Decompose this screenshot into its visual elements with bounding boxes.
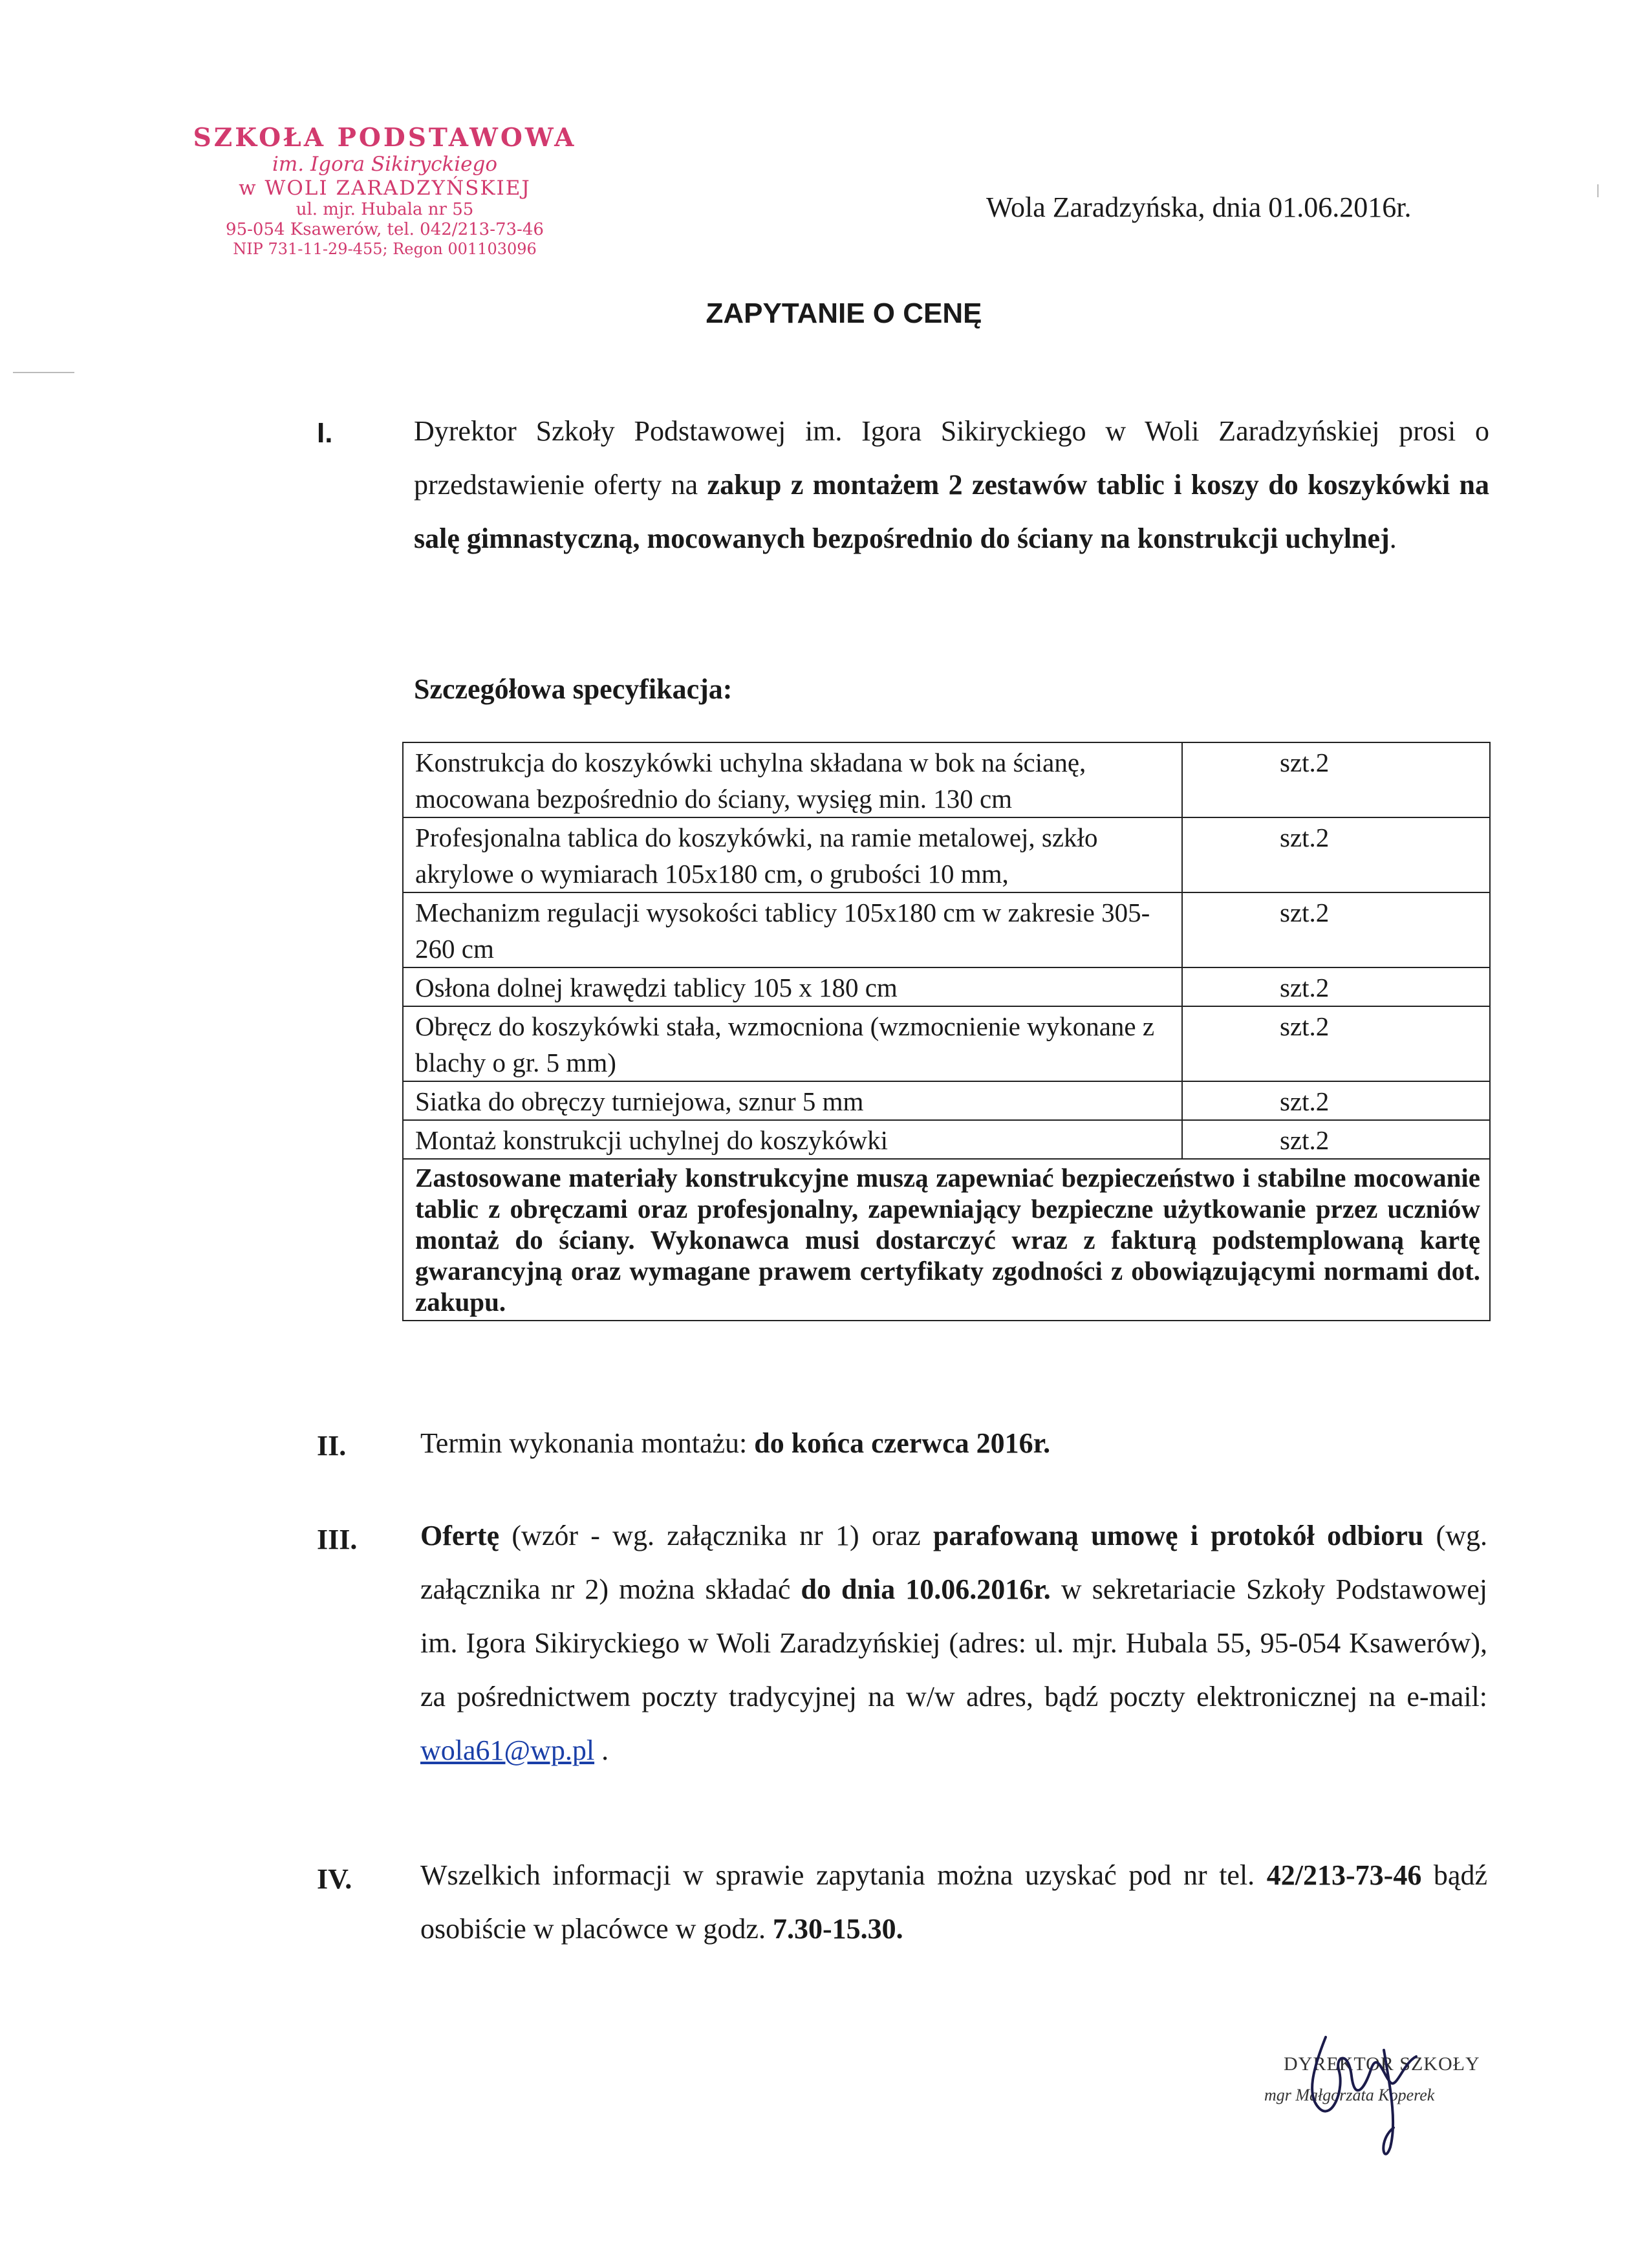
date-line: Wola Zaradzyńska, dnia 01.06.2016r. [986, 191, 1412, 223]
stamp-nip-regon: NIP 731-11-29-455; Regon 001103096 [233, 239, 537, 258]
spec-desc: Osłona dolnej krawędzi tablicy 105 x 180 cm [403, 967, 1182, 1006]
stamp-school-name: SZKOŁA PODSTAWOWA [193, 123, 577, 153]
spec-heading: Szczegółowa specyfikacja: [414, 673, 733, 705]
section-3-contract: parafowaną umowę i protokół odbioru [932, 1520, 1424, 1551]
scan-mark [1597, 184, 1599, 197]
spec-desc: Montaż konstrukcji uchylnej do koszykówki [403, 1120, 1182, 1159]
section-2-text [420, 1416, 1487, 1470]
table-row [403, 1006, 1490, 1081]
section-4-text-b: bądź osobiście w placówce w godz. [420, 1859, 1487, 1945]
spec-qty: szt.2 [1182, 1006, 1490, 1081]
section-1-intro: Dyrektor Szkoły Podstawowej im. Igora Sikiryckiego w Woli Zaradzyńskiej prosi o przedstawienie oferty na [414, 415, 1489, 501]
spec-qty: szt.2 [1182, 1120, 1490, 1159]
handwritten-signature [1287, 2011, 1455, 2173]
scan-mark [13, 372, 74, 373]
table-row [403, 892, 1490, 967]
spec-desc: Obręcz do koszykówki stała, wzmocniona (wzmocnienie wykonane z blachy o gr. 5 mm) [403, 1006, 1182, 1081]
table-row [403, 742, 1490, 817]
spec-desc: Mechanizm regulacji wysokości tablicy 105x180 cm w zakresie 305-260 cm [403, 892, 1182, 967]
spec-desc: Siatka do obręczy turniejowa, sznur 5 mm [403, 1081, 1182, 1120]
section-4-text [420, 1848, 1487, 1956]
stamp-postal-phone: 95-054 Ksawerów, tel. 042/213-73-46 [226, 219, 544, 239]
spec-qty: szt.2 [1182, 967, 1490, 1006]
section-2-label: Termin wykonania montażu: [420, 1427, 755, 1459]
section-number-4: IV. [317, 1863, 352, 1895]
phone-number: 42/213-73-46 [1266, 1859, 1422, 1891]
table-row [403, 817, 1490, 892]
section-number-2: II. [317, 1430, 347, 1462]
spec-qty: szt.2 [1182, 817, 1490, 892]
section-1-subject: zakup z montażem 2 zestawów tablic i koszy do koszykówki na salę gimnastyczną, mocowanych bezpośrednio do ściany na konstrukcji uchylnej [414, 469, 1490, 554]
spec-table [402, 742, 1491, 1321]
table-row [403, 1120, 1490, 1159]
section-1-end: . [1389, 523, 1397, 554]
section-3-text-a: (wzór - wg. załącznika nr 1) oraz [499, 1520, 933, 1551]
signature-name: mgr Małgorzata Koperek [1264, 2086, 1435, 2104]
section-number-1: I. [317, 417, 333, 449]
office-hours: 7.30-15.30. [772, 1913, 903, 1945]
section-3-text-b: (wg. załącznika nr 2) można składać [420, 1520, 1487, 1605]
spec-desc: Konstrukcja do koszykówki uchylna składana w bok na ścianę, mocowana bezpośrednio do ściany, wysięg min. 130 cm [403, 742, 1182, 817]
spec-qty: szt.2 [1182, 742, 1490, 817]
school-stamp [184, 123, 585, 258]
spec-qty: szt.2 [1182, 892, 1490, 967]
document-title: ZAPYTANIE O CENĘ [706, 297, 982, 329]
stamp-patron: im. Igora Sikiryckiego [272, 153, 498, 177]
section-3-offer: Ofertę [420, 1520, 500, 1551]
section-3-deadline: do dnia 10.06.2016r. [801, 1573, 1051, 1605]
section-3-text-d: . [594, 1734, 609, 1766]
section-3-text-c: w sekretariacie Szkoły Podstawowej im. Igora Sikiryckiego w Woli Zaradzyńskiej (adres: ul. mjr. Hubala 55, 95-054 Ksawerów), za pośrednictwem poczty tradycyjnej na w/w adres, bądź poczty elektronicznej na e-mail: [420, 1573, 1487, 1712]
section-1-text [414, 404, 1489, 565]
table-row [403, 967, 1490, 1006]
email-link[interactable]: wola61@wp.pl [420, 1734, 595, 1766]
stamp-street: ul. mjr. Hubala nr 55 [296, 200, 474, 220]
spec-desc: Profesjonalna tablica do koszykówki, na ramie metalowej, szkło akrylowe o wymiarach 105x180 cm, o grubości 10 mm, [403, 817, 1182, 892]
section-number-3: III. [317, 1524, 358, 1555]
section-3-text [420, 1509, 1487, 1777]
spec-note: Zastosowane materiały konstrukcyjne muszą zapewniać bezpieczeństwo i stabilne mocowanie tablic z obręczami oraz profesjonalny, zapewniający bezpieczne użytkowanie przez uczniów montaż do ściany. Wykonawca musi dostarczyć wraz z fakturą podstemplowaną kartę gwarancyjną oraz wymagane prawem certyfikaty zgodności z obowiązującymi normami dot. zakupu. [403, 1159, 1490, 1321]
table-row [403, 1159, 1490, 1321]
section-4-text-a: Wszelkich informacji w sprawie zapytania można uzyskać pod nr tel. [420, 1859, 1267, 1891]
section-2-deadline: do końca czerwca 2016r. [754, 1427, 1051, 1459]
signature-title: DYREKTOR SZKOŁY [1284, 2053, 1480, 2075]
table-row [403, 1081, 1490, 1120]
stamp-location: w WOLI ZARADZYŃSKIEJ [239, 176, 531, 200]
spec-qty: szt.2 [1182, 1081, 1490, 1120]
